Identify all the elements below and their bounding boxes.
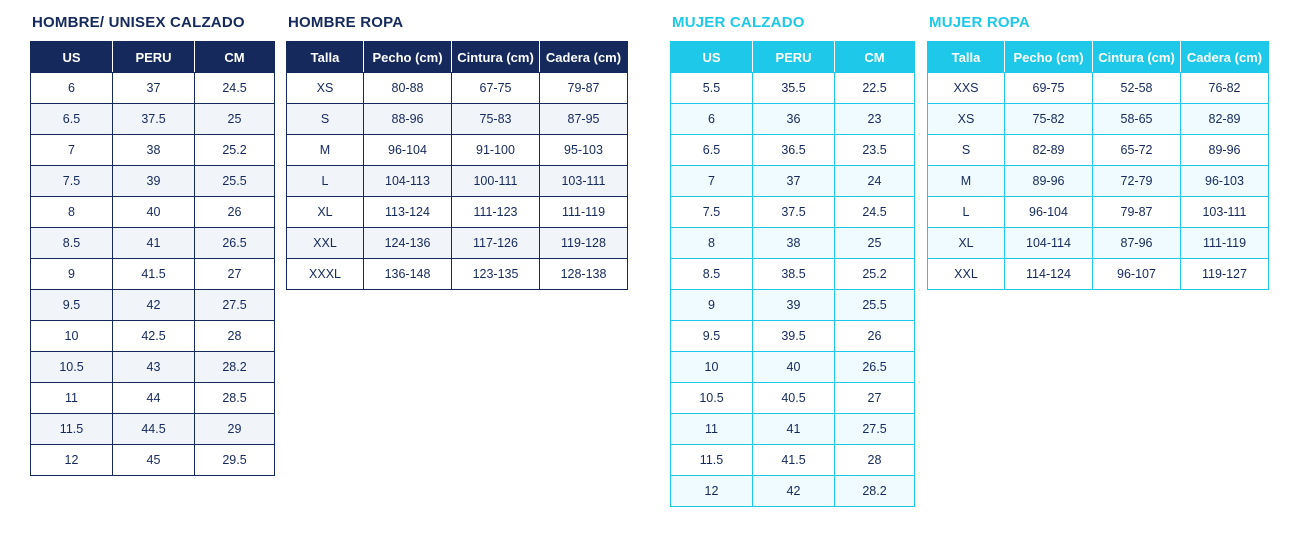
- cell: XXL: [287, 228, 364, 259]
- cell: 9.5: [671, 321, 753, 352]
- table-row: [671, 476, 915, 507]
- table-row: [287, 259, 628, 290]
- table-row: [671, 259, 915, 290]
- column-header: Talla: [928, 42, 1005, 73]
- cell: 44.5: [113, 414, 195, 445]
- cell: 27.5: [195, 290, 275, 321]
- cell: 10.5: [31, 352, 113, 383]
- cell: 28.2: [835, 476, 915, 507]
- column-header: PERU: [753, 42, 835, 73]
- cell: 11: [671, 414, 753, 445]
- cell: 65-72: [1093, 135, 1181, 166]
- table-row: [928, 135, 1269, 166]
- cell: 89-96: [1005, 166, 1093, 197]
- cell: 41: [753, 414, 835, 445]
- cell: 29: [195, 414, 275, 445]
- cell: 104-114: [1005, 228, 1093, 259]
- cell: 96-107: [1093, 259, 1181, 290]
- cell: 114-124: [1005, 259, 1093, 290]
- cell: 24.5: [195, 73, 275, 104]
- cell: 96-103: [1181, 166, 1269, 197]
- cell: 38.5: [753, 259, 835, 290]
- cell: 27: [195, 259, 275, 290]
- cell: 45: [113, 445, 195, 476]
- cell: 75-83: [452, 104, 540, 135]
- cell: 41.5: [753, 445, 835, 476]
- cell: 36.5: [753, 135, 835, 166]
- table-header-row: [928, 42, 1269, 73]
- cell: 7.5: [31, 166, 113, 197]
- cell: 91-100: [452, 135, 540, 166]
- cell: 42.5: [113, 321, 195, 352]
- cell: 26: [195, 197, 275, 228]
- panel-mujer-ropa: [927, 14, 1269, 290]
- cell: M: [287, 135, 364, 166]
- cell: 28.5: [195, 383, 275, 414]
- table-row: [671, 414, 915, 445]
- cell: 25.5: [195, 166, 275, 197]
- cell: 76-82: [1181, 73, 1269, 104]
- cell: 11.5: [671, 445, 753, 476]
- cell: 10: [31, 321, 113, 352]
- cell: 39.5: [753, 321, 835, 352]
- cell: 22.5: [835, 73, 915, 104]
- cell: L: [287, 166, 364, 197]
- cell: S: [287, 104, 364, 135]
- table-row: [928, 166, 1269, 197]
- cell: 12: [31, 445, 113, 476]
- table-row: [31, 197, 275, 228]
- cell: 38: [113, 135, 195, 166]
- table-row: [31, 259, 275, 290]
- cell: 10.5: [671, 383, 753, 414]
- cell: 25.2: [195, 135, 275, 166]
- cell: 111-123: [452, 197, 540, 228]
- table-row: [287, 73, 628, 104]
- cell: 103-111: [1181, 197, 1269, 228]
- cell: 11: [31, 383, 113, 414]
- cell: 27.5: [835, 414, 915, 445]
- panel-mujer-calzado: [670, 14, 915, 507]
- cell: XXS: [928, 73, 1005, 104]
- cell: 89-96: [1181, 135, 1269, 166]
- cell: 72-79: [1093, 166, 1181, 197]
- table-row: [928, 259, 1269, 290]
- cell: 5.5: [671, 73, 753, 104]
- cell: 6.5: [31, 104, 113, 135]
- panel-title-hombre-unisex-calzado: HOMBRE/ UNISEX CALZADO: [32, 14, 245, 31]
- cell: 39: [753, 290, 835, 321]
- table-row: [287, 228, 628, 259]
- column-header: Pecho (cm): [364, 42, 452, 73]
- panel-hombre-unisex-calzado: [30, 14, 275, 476]
- cell: 6: [31, 73, 113, 104]
- table-row: [928, 73, 1269, 104]
- cell: 79-87: [540, 73, 628, 104]
- table-row: [287, 104, 628, 135]
- cell: 28.2: [195, 352, 275, 383]
- cell: 26: [835, 321, 915, 352]
- cell: 38: [753, 228, 835, 259]
- cell: 37.5: [753, 197, 835, 228]
- cell: 25: [835, 228, 915, 259]
- table-row: [671, 135, 915, 166]
- cell: 42: [113, 290, 195, 321]
- table-row: [31, 445, 275, 476]
- cell: 128-138: [540, 259, 628, 290]
- cell: 87-95: [540, 104, 628, 135]
- table-hombre-unisex-calzado: [30, 41, 275, 476]
- cell: 96-104: [364, 135, 452, 166]
- cell: 82-89: [1005, 135, 1093, 166]
- column-header: Talla: [287, 42, 364, 73]
- cell: 80-88: [364, 73, 452, 104]
- cell: 29.5: [195, 445, 275, 476]
- cell: 95-103: [540, 135, 628, 166]
- cell: 11.5: [31, 414, 113, 445]
- column-header: Cintura (cm): [452, 42, 540, 73]
- table-row: [671, 290, 915, 321]
- column-header: Cadera (cm): [1181, 42, 1269, 73]
- cell: 104-113: [364, 166, 452, 197]
- cell: M: [928, 166, 1005, 197]
- cell: XS: [928, 104, 1005, 135]
- table-row: [31, 383, 275, 414]
- cell: 23.5: [835, 135, 915, 166]
- cell: 8: [31, 197, 113, 228]
- cell: 40: [113, 197, 195, 228]
- table-row: [31, 73, 275, 104]
- table-row: [31, 104, 275, 135]
- cell: 28: [195, 321, 275, 352]
- table-row: [31, 352, 275, 383]
- table-row: [287, 197, 628, 228]
- cell: 23: [835, 104, 915, 135]
- cell: 100-111: [452, 166, 540, 197]
- table-row: [671, 321, 915, 352]
- cell: 69-75: [1005, 73, 1093, 104]
- cell: 103-111: [540, 166, 628, 197]
- cell: 27: [835, 383, 915, 414]
- cell: 123-135: [452, 259, 540, 290]
- cell: 136-148: [364, 259, 452, 290]
- cell: 67-75: [452, 73, 540, 104]
- table-row: [928, 228, 1269, 259]
- table-row: [671, 166, 915, 197]
- cell: L: [928, 197, 1005, 228]
- cell: 82-89: [1181, 104, 1269, 135]
- table-row: [31, 290, 275, 321]
- cell: S: [928, 135, 1005, 166]
- cell: 9: [31, 259, 113, 290]
- table-header-row: [287, 42, 628, 73]
- cell: 43: [113, 352, 195, 383]
- cell: 28: [835, 445, 915, 476]
- cell: 12: [671, 476, 753, 507]
- cell: 119-127: [1181, 259, 1269, 290]
- table-mujer-ropa: [927, 41, 1269, 290]
- table-row: [671, 383, 915, 414]
- cell: XL: [287, 197, 364, 228]
- table-row: [287, 166, 628, 197]
- cell: 8: [671, 228, 753, 259]
- table-row: [31, 414, 275, 445]
- cell: 124-136: [364, 228, 452, 259]
- cell: XXL: [928, 259, 1005, 290]
- panel-hombre-ropa: [286, 14, 628, 290]
- panel-title-mujer-ropa: MUJER ROPA: [929, 14, 1030, 31]
- column-header: Cadera (cm): [540, 42, 628, 73]
- column-header: Pecho (cm): [1005, 42, 1093, 73]
- table-hombre-ropa: [286, 41, 628, 290]
- table-row: [671, 228, 915, 259]
- cell: 8.5: [31, 228, 113, 259]
- cell: 87-96: [1093, 228, 1181, 259]
- table-header-row: [31, 42, 275, 73]
- cell: 37.5: [113, 104, 195, 135]
- table-row: [671, 445, 915, 476]
- column-header: CM: [835, 42, 915, 73]
- cell: 25: [195, 104, 275, 135]
- cell: 111-119: [1181, 228, 1269, 259]
- cell: 111-119: [540, 197, 628, 228]
- column-header: Cintura (cm): [1093, 42, 1181, 73]
- table-row: [928, 197, 1269, 228]
- cell: 44: [113, 383, 195, 414]
- panel-title-mujer-calzado: MUJER CALZADO: [672, 14, 805, 31]
- cell: 37: [753, 166, 835, 197]
- cell: 10: [671, 352, 753, 383]
- cell: 25.2: [835, 259, 915, 290]
- cell: 9.5: [31, 290, 113, 321]
- column-header: PERU: [113, 42, 195, 73]
- cell: 96-104: [1005, 197, 1093, 228]
- cell: 79-87: [1093, 197, 1181, 228]
- cell: 7: [671, 166, 753, 197]
- table-row: [31, 228, 275, 259]
- cell: 39: [113, 166, 195, 197]
- cell: 119-128: [540, 228, 628, 259]
- cell: 36: [753, 104, 835, 135]
- cell: 25.5: [835, 290, 915, 321]
- table-row: [671, 104, 915, 135]
- cell: 52-58: [1093, 73, 1181, 104]
- cell: 24: [835, 166, 915, 197]
- table-mujer-calzado: [670, 41, 915, 507]
- cell: 8.5: [671, 259, 753, 290]
- cell: XS: [287, 73, 364, 104]
- cell: 6: [671, 104, 753, 135]
- cell: 40: [753, 352, 835, 383]
- table-row: [671, 73, 915, 104]
- cell: 41.5: [113, 259, 195, 290]
- column-header: US: [671, 42, 753, 73]
- table-row: [31, 166, 275, 197]
- cell: XXXL: [287, 259, 364, 290]
- cell: 9: [671, 290, 753, 321]
- cell: 75-82: [1005, 104, 1093, 135]
- table-row: [31, 321, 275, 352]
- cell: 35.5: [753, 73, 835, 104]
- table-row: [671, 197, 915, 228]
- cell: XL: [928, 228, 1005, 259]
- cell: 42: [753, 476, 835, 507]
- table-row: [928, 104, 1269, 135]
- cell: 6.5: [671, 135, 753, 166]
- cell: 26.5: [835, 352, 915, 383]
- cell: 40.5: [753, 383, 835, 414]
- cell: 24.5: [835, 197, 915, 228]
- cell: 58-65: [1093, 104, 1181, 135]
- column-header: CM: [195, 42, 275, 73]
- cell: 26.5: [195, 228, 275, 259]
- column-header: US: [31, 42, 113, 73]
- cell: 7.5: [671, 197, 753, 228]
- table-row: [31, 135, 275, 166]
- cell: 37: [113, 73, 195, 104]
- table-row: [671, 352, 915, 383]
- table-header-row: [671, 42, 915, 73]
- table-row: [287, 135, 628, 166]
- cell: 88-96: [364, 104, 452, 135]
- cell: 7: [31, 135, 113, 166]
- cell: 41: [113, 228, 195, 259]
- cell: 117-126: [452, 228, 540, 259]
- cell: 113-124: [364, 197, 452, 228]
- panel-title-hombre-ropa: HOMBRE ROPA: [288, 14, 404, 31]
